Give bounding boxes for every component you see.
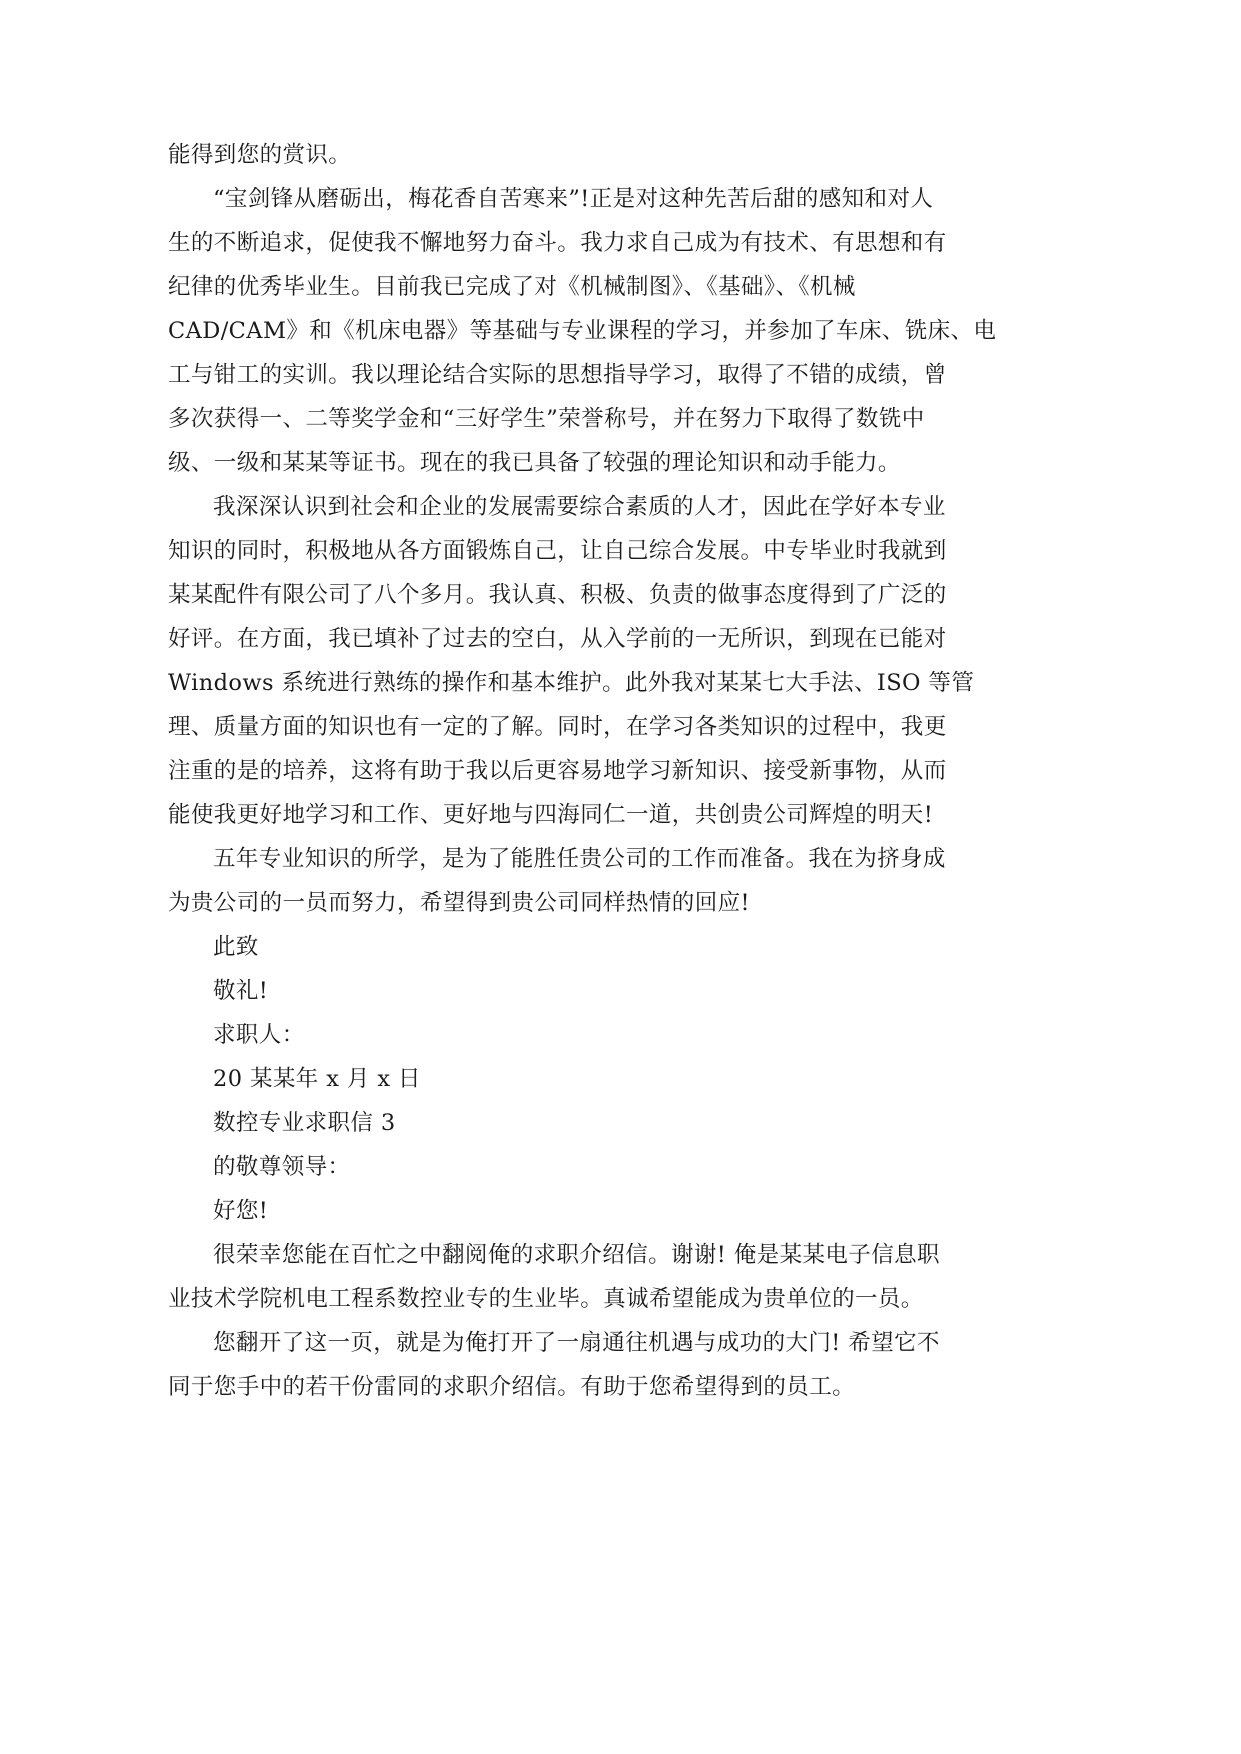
text-line: 多次获得一、二等奖学金和“三好学生”荣誉称号，并在努力下取得了数铣中 <box>168 406 925 432</box>
text-line: 知识的同时，积极地从各方面锻炼自己，让自己综合发展。中专毕业时我就到 <box>168 538 947 564</box>
greeting-line: 的敬尊领导： <box>213 1154 351 1180</box>
section-title: 数控专业求职信 3 <box>213 1110 396 1136</box>
text-line: 注重的是的培养，这将有助于我以后更容易地学习新知识、接受新事物，从而 <box>168 758 947 784</box>
paragraph-start-line: 您翻开了这一页，就是为俺打开了一扇通往机遇与成功的大门! 希望它不 <box>213 1330 940 1356</box>
text-line: 能得到您的赏识。 <box>168 142 352 168</box>
text-line: 为贵公司的一员而努力，希望得到贵公司同样热情的回应! <box>168 890 750 916</box>
text-line: 级、一级和某某等证书。现在的我已具备了较强的理论知识和动手能力。 <box>168 450 901 476</box>
paragraph-start-line: 很荣幸您能在百忙之中翻阅俺的求职介绍信。谢谢! 俺是某某电子信息职 <box>213 1242 940 1268</box>
date-line: 20 某某年 x 月 x 日 <box>213 1066 421 1092</box>
closing-phrase: 此致 <box>213 934 259 960</box>
paragraph-start-line: 我深深认识到社会和企业的发展需要综合素质的人才，因此在学好本专业 <box>213 494 946 520</box>
text-line: CAD/CAM》和《机床电器》等基础与专业课程的学习，并参加了车床、铣床、电 <box>168 318 997 344</box>
text-line: 生的不断追求，促使我不懈地努力奋斗。我力求自己成为有技术、有思想和有 <box>168 230 947 256</box>
paragraph-start-line: “宝剑锋从磨砺出，梅花香自苦寒来”!正是对这种先苦后甜的感知和对人 <box>213 186 934 212</box>
text-line: 某某配件有限公司了八个多月。我认真、积极、负责的做事态度得到了广泛的 <box>168 582 947 608</box>
text-line: 同于您手中的若干份雷同的求职介绍信。有助于您希望得到的员工。 <box>168 1374 856 1400</box>
text-line: 纪律的优秀毕业生。目前我已完成了对《机械制图》、《基础》、《机械 <box>168 274 856 300</box>
paragraph-start-line: 五年专业知识的所学，是为了能胜任贵公司的工作而准备。我在为挤身成 <box>213 846 946 872</box>
applicant-label: 求职人： <box>213 1022 305 1048</box>
text-line: 理、质量方面的知识也有一定的了解。同时，在学习各类知识的过程中，我更 <box>168 714 947 740</box>
text-line: Windows 系统进行熟练的操作和基本维护。此外我对某某七大手法、ISO 等管 <box>168 670 975 696</box>
text-line: 工与钳工的实训。我以理论结合实际的思想指导学习，取得了不错的成绩，曾 <box>168 362 947 388</box>
text-line: 业技术学院机电工程系数控业专的生业毕。真诚希望能成为贵单位的一员。 <box>168 1286 924 1312</box>
text-line: 好评。在方面，我已填补了过去的空白，从入学前的一无所识，到现在已能对 <box>168 626 947 652</box>
greeting-line: 好您! <box>213 1198 269 1224</box>
text-line: 能使我更好地学习和工作、更好地与四海同仁一道，共创贵公司辉煌的明天! <box>168 802 934 828</box>
salutation-closing: 敬礼! <box>213 978 269 1004</box>
